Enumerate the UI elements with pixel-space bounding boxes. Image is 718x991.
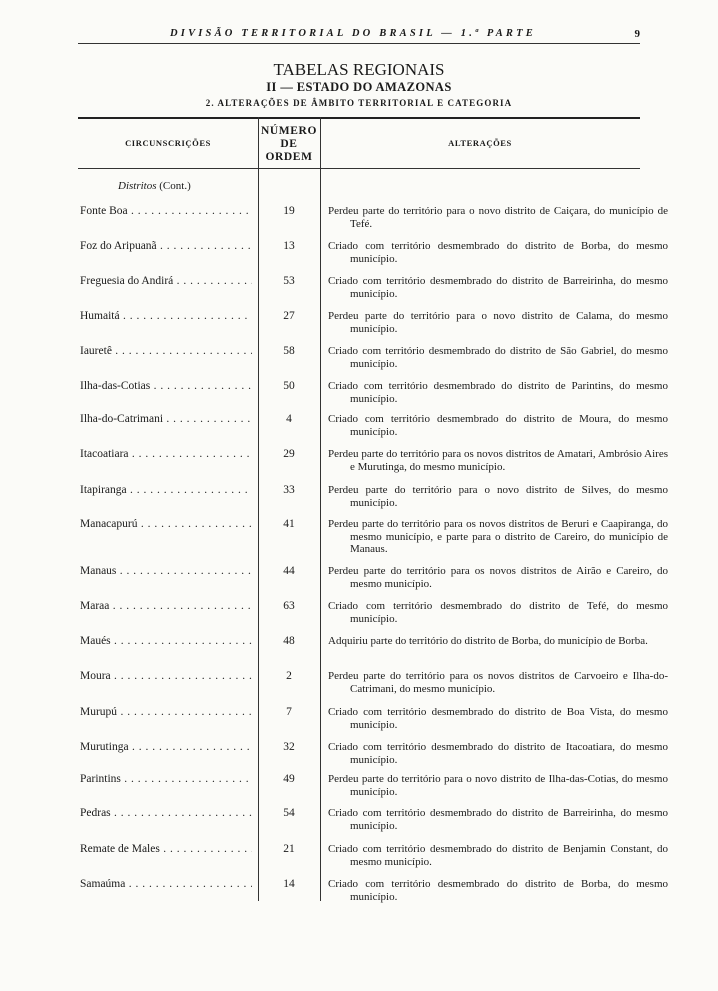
order-number: 54: [283, 807, 295, 819]
district-name: Fonte Boa . . .: [80, 205, 252, 218]
district-name: Ilha-das-Cotias . . .: [80, 380, 252, 393]
change-description: Perdeu parte do território para os novos distritos de Carvoeiro e Ilha-do-Catrimani, do mesmo município.: [328, 670, 668, 695]
district-name: Murutinga . . .: [80, 741, 252, 754]
table-top-rule: [78, 117, 640, 119]
order-number: 50: [283, 380, 295, 392]
change-description: Perdeu parte do território para os novos distritos de Beruri e Caapiranga, do mesmo município, e parte para o distrito de Careiro, do município de Manaus.: [328, 518, 668, 556]
group-label-suffix: (Cont.): [159, 180, 191, 192]
district-name: Iauretê . . .: [80, 345, 252, 358]
section-title: 2. ALTERAÇÕES DE ÂMBITO TERRITORIAL E CATEGORIA: [205, 98, 513, 108]
district-name: Ilha-do-Catrimani . . .: [80, 413, 252, 426]
change-description: Perdeu parte do território para o novo distrito de Silves, do mesmo município.: [328, 484, 668, 509]
district-name: Manaus . . .: [80, 565, 252, 578]
order-number: 4: [286, 413, 292, 425]
district-name: Samaúma . . .: [80, 878, 252, 891]
column-header-numero-line3: ORDEM: [265, 151, 313, 163]
district-name: Foz do Aripuanã . . .: [80, 240, 252, 253]
change-description: Criado com território desmembrado do distrito de Boa Vista, do mesmo município.: [328, 706, 668, 731]
column-header-alteracoes: ALTERAÇÕES: [448, 138, 512, 148]
running-head: DIVISÃO TERRITORIAL DO BRASIL — 1.ª PARTE: [170, 28, 536, 39]
change-description: Criado com território desmembrado do distrito de Benjamin Constant, do mesmo município.: [328, 843, 668, 868]
order-number: 32: [283, 741, 295, 753]
district-name: Freguesia do Andirá . . .: [80, 275, 252, 288]
change-description: Criado com território desmembrado do distrito de Parintins, do mesmo município.: [328, 380, 668, 405]
district-name: Maraa . . .: [80, 600, 252, 613]
change-description: Adquiriu parte do território do distrito de Borba, do município de Borba.: [328, 635, 648, 647]
change-description: Perdeu parte do território para o novo distrito de Calama, do mesmo município.: [328, 310, 668, 335]
table-header-rule: [78, 168, 640, 169]
order-number: 44: [283, 565, 295, 577]
order-number: 7: [286, 706, 292, 718]
column-divider-right: [320, 117, 321, 901]
order-number: 41: [283, 518, 295, 530]
order-number: 14: [283, 878, 295, 890]
page-number: 9: [634, 28, 640, 40]
change-description: Perdeu parte do território para o novo distrito de Ilha-das-Cotias, do mesmo município.: [328, 773, 668, 798]
district-name: Moura . . .: [80, 670, 252, 683]
change-description: Criado com território desmembrado do distrito de Moura, do mesmo município.: [328, 413, 668, 438]
order-number: 48: [283, 635, 295, 647]
change-description: Perdeu parte do território para os novos distritos de Amatari, Ambrósio Aires e Murutinga, do mesmo município.: [328, 448, 668, 473]
change-description: Perdeu parte do território para o novo distrito de Caiçara, do município de Tefé.: [328, 205, 668, 230]
order-number: 2: [286, 670, 292, 682]
change-description: Criado com território desmembrado do distrito de São Gabriel, do mesmo município.: [328, 345, 668, 370]
change-description: Criado com território desmembrado do distrito de Barreirinha, do mesmo município.: [328, 275, 668, 300]
district-name: Itapiranga . . .: [80, 484, 252, 497]
order-number: 49: [283, 773, 295, 785]
district-name: Humaitá . . .: [80, 310, 252, 323]
order-number: 33: [283, 484, 295, 496]
district-name: Itacoatiara . . .: [80, 448, 252, 461]
district-name: Parintins . . .: [80, 773, 252, 786]
district-name: Murupú . . .: [80, 706, 252, 719]
district-name: Remate de Males . . .: [80, 843, 252, 856]
change-description: Criado com território desmembrado do distrito de Barreirinha, do mesmo município.: [328, 807, 668, 832]
order-number: 29: [283, 448, 295, 460]
order-number: 58: [283, 345, 295, 357]
order-number: 19: [283, 205, 295, 217]
group-label-text: Distritos: [118, 180, 157, 192]
district-name: Pedras . . .: [80, 807, 252, 820]
column-header-numero-line1: NÚMERO: [261, 125, 317, 137]
order-number: 63: [283, 600, 295, 612]
district-name: Manacapurú . . .: [80, 518, 252, 531]
change-description: Criado com território desmembrado do distrito de Itacoatiara, do mesmo município.: [328, 741, 668, 766]
change-description: Perdeu parte do território para os novos distritos de Airão e Careiro, do mesmo município.: [328, 565, 668, 590]
header-rule: [78, 43, 640, 44]
district-name: Maués . . .: [80, 635, 252, 648]
change-description: Criado com território desmembrado do distrito de Tefé, do mesmo município.: [328, 600, 668, 625]
order-number: 13: [283, 240, 295, 252]
order-number: 27: [283, 310, 295, 322]
column-header-circunscricoes: CIRCUNSCRIÇÕES: [125, 138, 211, 148]
change-description: Criado com território desmembrado do distrito de Borba, do mesmo município.: [328, 240, 668, 265]
column-header-numero-line2: DE: [280, 138, 298, 150]
order-number: 53: [283, 275, 295, 287]
page-title: TABELAS REGIONAIS: [273, 60, 445, 79]
group-label: [118, 180, 191, 192]
state-subtitle: II — ESTADO DO AMAZONAS: [266, 80, 452, 94]
order-number: 21: [283, 843, 295, 855]
change-description: Criado com território desmembrado do distrito de Borba, do mesmo município.: [328, 878, 668, 903]
column-header-numero: [258, 125, 320, 164]
